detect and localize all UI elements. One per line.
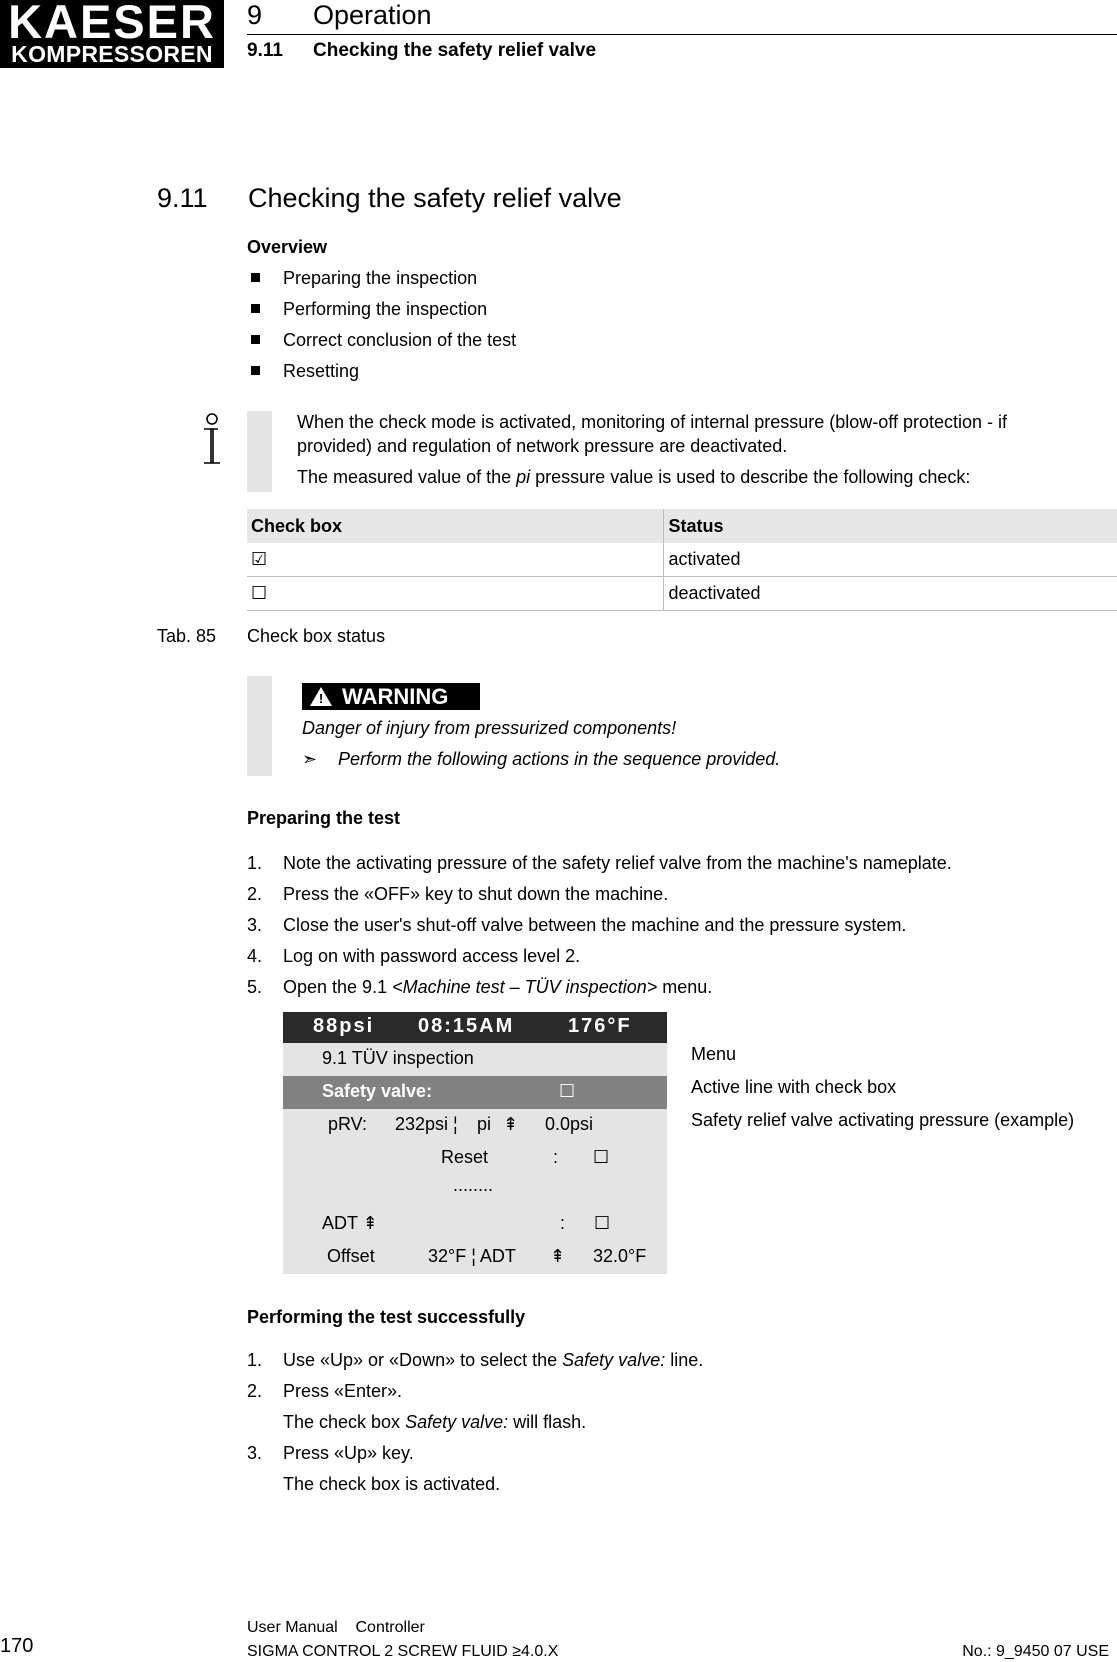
bullet-icon <box>251 273 260 282</box>
note-text <box>297 410 1097 489</box>
checkbox-checked-icon: ☑ <box>247 543 664 577</box>
checkbox-status-table <box>247 509 1117 611</box>
reset-checkbox: ☐ <box>593 1147 610 1167</box>
footer-doc-type: User Manual Controller <box>247 1619 425 1636</box>
list-item-result: The check box is activated. <box>283 1474 501 1494</box>
legend-active-line: Active line with check box <box>691 1077 897 1097</box>
warning-label: WARNING <box>342 684 449 709</box>
display-temperature: 176°F <box>568 1015 632 1037</box>
table-row <box>247 543 1117 577</box>
header-rule <box>247 34 1117 35</box>
warning-text: Danger of injury from pressurized components! <box>302 718 677 738</box>
display-offset-row <box>283 1241 667 1274</box>
list-item: Correct conclusion of the test <box>247 328 516 359</box>
display-menu-row <box>283 1043 667 1076</box>
list-item: 2. Press «Enter». <box>247 1381 403 1401</box>
kaeser-logo <box>0 0 224 68</box>
note-line3: The measured value of the pi pressure value is used to describe the following check: <box>297 467 971 487</box>
arrow-icon: ➣ <box>302 749 318 769</box>
display-safety-valve-row[interactable] <box>283 1076 667 1109</box>
note-bar <box>247 411 272 492</box>
controller-display <box>283 1012 667 1274</box>
offset-label: Offset <box>327 1246 375 1266</box>
header-section <box>247 39 596 63</box>
page-number: 170 <box>0 1635 34 1657</box>
list-item: Performing the inspection <box>247 297 516 328</box>
display-pressure: 88psi <box>313 1015 375 1037</box>
adt-checkbox: ☐ <box>594 1213 611 1233</box>
legend-menu: Menu <box>691 1044 737 1064</box>
bullet-icon <box>251 335 260 344</box>
bullet-icon <box>251 366 260 375</box>
display-time: 08:15AM <box>418 1015 515 1037</box>
section-title-text: Checking the safety relief valve <box>248 183 622 213</box>
adt-colon: : <box>560 1213 566 1233</box>
list-item-result: The check box Safety valve: will flash. <box>283 1412 587 1432</box>
warning-action: Perform the following actions in the sequence provided. <box>338 749 781 769</box>
preparing-steps <box>247 851 1107 1006</box>
adt-label: ADT ⇞ <box>322 1213 378 1233</box>
list-item: Preparing the inspection <box>247 266 516 297</box>
table-cell: activated <box>664 543 1117 577</box>
offset-result: 32.0°F <box>593 1246 647 1266</box>
list-item: 3. Close the user's shut-off valve between the machine and the pressure system. <box>247 915 907 935</box>
table-cell: deactivated <box>664 577 1117 611</box>
header-section-num: 9.11 <box>247 40 283 61</box>
header-chapter <box>247 0 432 30</box>
list-item: 1. Use «Up» or «Down» to select the Safety valve: line. <box>247 1350 704 1370</box>
list-item: 4. Log on with password access level 2. <box>247 946 581 966</box>
display-adt-row <box>283 1208 667 1241</box>
bullet-icon <box>251 304 260 313</box>
preparing-heading: Preparing the test <box>247 808 401 828</box>
performing-steps <box>247 1348 1107 1503</box>
checkbox-unchecked-icon: ☐ <box>247 577 664 611</box>
note-line2: provided) and regulation of network pressure are deactivated. <box>297 436 788 456</box>
footer-doc-number: No.: 9_9450 07 USE <box>962 1643 1109 1660</box>
list-item: 3. Press «Up» key. <box>247 1443 414 1463</box>
section-num: 9.11 <box>157 183 208 213</box>
reset-colon: : <box>553 1147 559 1167</box>
list-item: 5. Open the 9.1 <Machine test – TÜV inspection> menu. <box>247 977 713 997</box>
table-caption-text: Check box status <box>247 626 386 646</box>
display-dots: ........ <box>453 1175 494 1195</box>
prv-value: 232psi ¦ <box>395 1114 458 1134</box>
footer-product: SIGMA CONTROL 2 SCREW FLUID ≥4.0.X <box>247 1643 559 1660</box>
warning-bar <box>247 676 272 776</box>
warning-badge: ! WARNING <box>302 683 480 710</box>
display-dots-row <box>283 1170 667 1203</box>
display-menu-title: 9.1 TÜV inspection <box>322 1048 474 1068</box>
table-header: Status <box>664 509 1117 543</box>
updown-arrows-icon: ⇞ <box>550 1246 566 1266</box>
section-title <box>157 181 622 215</box>
legend-activating-pressure: Safety relief valve activating pressure (example) <box>691 1110 1075 1130</box>
overview-heading: Overview <box>247 237 328 257</box>
pi-label: pi <box>477 1114 492 1134</box>
table-row <box>247 577 1117 611</box>
list-item: 2. Press the «OFF» key to shut down the machine. <box>247 884 669 904</box>
display-status-bar <box>283 1012 667 1043</box>
prv-label: pRV: <box>328 1114 368 1134</box>
display-prv-row <box>283 1109 667 1142</box>
note-line1: When the check mode is activated, monitoring of internal pressure (blow-off protection - if <box>297 412 1008 432</box>
table-caption-label: Tab. 85 <box>157 626 217 646</box>
list-item: 1. Note the activating pressure of the safety relief valve from the machine's nameplate. <box>247 853 952 873</box>
header-section-title: Checking the safety relief valve <box>313 40 597 61</box>
safety-valve-checkbox[interactable]: ☐ <box>559 1081 576 1101</box>
reset-label: Reset <box>441 1147 489 1167</box>
overview-list <box>247 266 516 390</box>
list-item: Resetting <box>247 359 516 390</box>
header-chapter-title: Operation <box>313 0 432 30</box>
table-header: Check box <box>247 509 664 543</box>
info-icon <box>197 412 227 468</box>
logo-line1: KAESER <box>8 0 216 48</box>
logo-line2: KOMPRESSOREN <box>11 41 213 67</box>
pi-value: 0.0psi <box>545 1114 594 1134</box>
updown-arrows-icon: ⇞ <box>503 1114 519 1134</box>
offset-value: 32°F ¦ ADT <box>428 1246 516 1266</box>
performing-heading: Performing the test successfully <box>247 1307 526 1327</box>
header-chapter-num: 9 <box>247 0 263 30</box>
safety-valve-label: Safety valve: <box>322 1081 433 1101</box>
